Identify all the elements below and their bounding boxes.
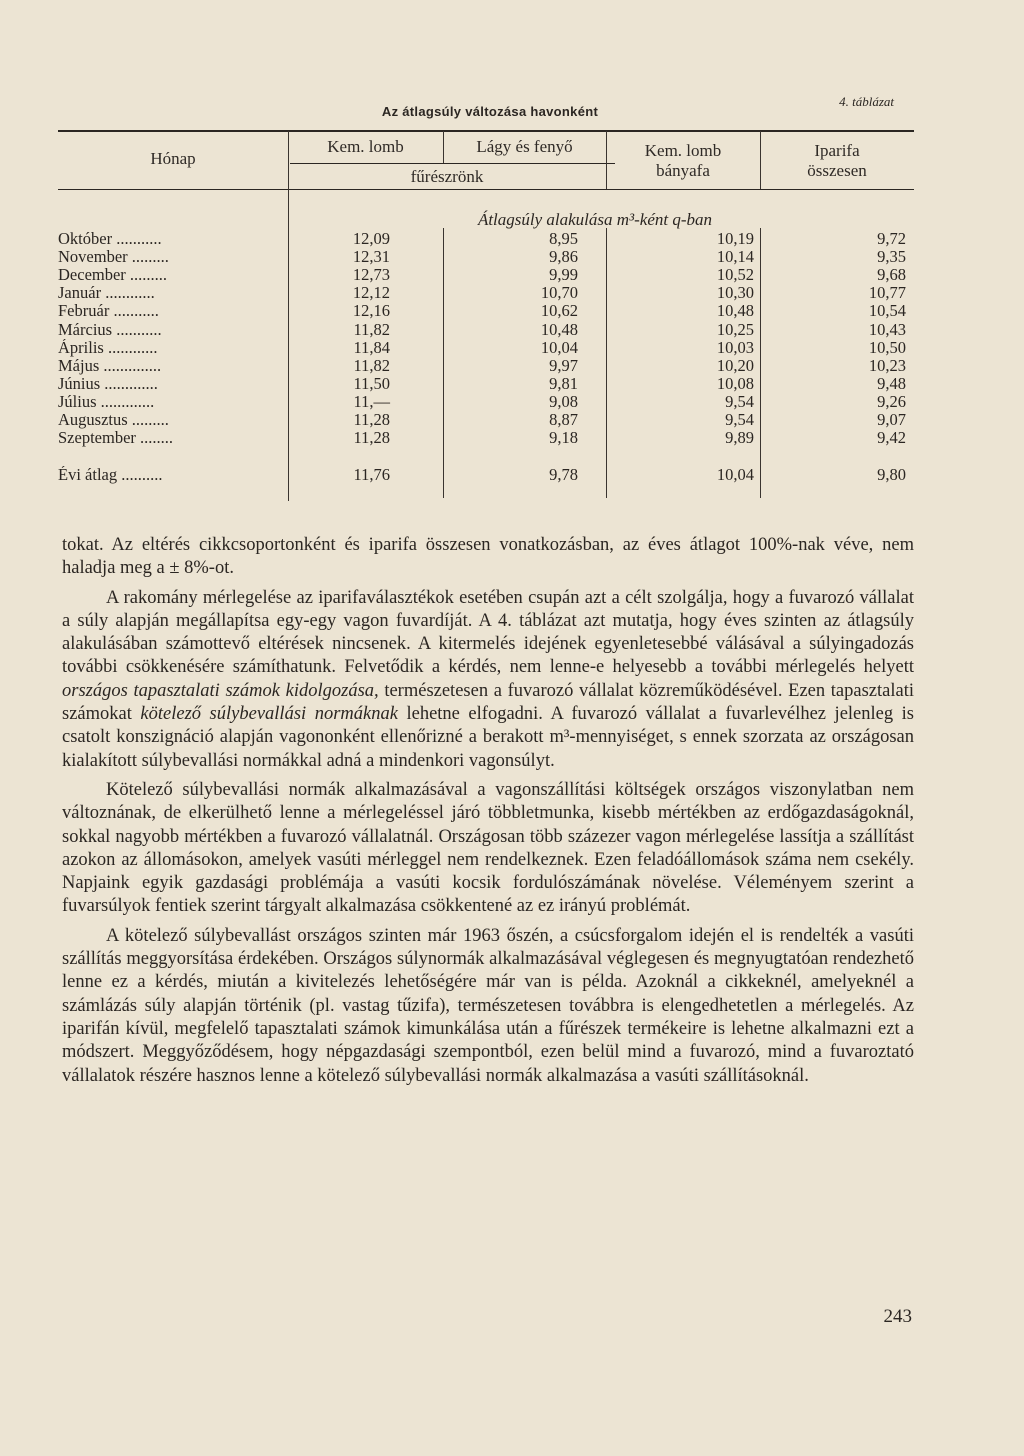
table-cell: 10,08 [716,373,754,393]
table-cell: 10,03 [716,337,754,357]
paragraph-2-part-a: A rakomány mérlegelése az iparifaválasztékok esetében csupán azt a célt szolgálja, hogy a fuvarozó vállalat a súly alapján megállapítsa egy-egy vagon fuvardíját. A 4. táblázat azt mutatja, hogy éves szinten az átlagsúly alakulásában számottevő eltérések nincsenek. A kitermelés idejének egyenletesebbé válásával a súlyingadozás további csökkenésére számíthatunk. Felvetődik a kérdés, nem lenne-e helyesebb a további mérlegelés helyett [62,587,914,678]
table-cell: 11,82 [353,355,390,375]
page-number: 243 [883,1306,912,1327]
table-cell: 12,73 [352,265,390,285]
table-cell: 10,04 [716,465,754,484]
table-cell: 9,89 [725,428,754,448]
table-cell: 11,76 [353,465,390,484]
table-cell: 9,18 [549,428,578,448]
header-lagy-fenyo: Lágy és fenyő [476,137,573,156]
table-cell: 10,23 [868,355,906,375]
month-label: November ......... [58,248,169,267]
table-cell: 11,28 [353,410,390,429]
table-cell: 9,80 [877,465,906,484]
table-cell: 10,77 [868,283,906,303]
table-cell: 9,42 [877,428,906,448]
header-kem-lomb: Kem. lomb [327,137,404,156]
table-cell: 9,26 [877,391,906,411]
table-cell: 11,82 [353,319,390,339]
table-cell: 10,48 [540,319,578,339]
table-cell: 9,07 [877,410,906,429]
month-label: Január ............ [58,284,155,303]
table-cell: 10,70 [540,283,578,303]
table-cell: 10,54 [868,301,906,321]
month-label: Február ........... [58,302,159,321]
header-kem-lomb-banyafa-2: bányafa [656,161,710,180]
paragraph-1: tokat. Az eltérés cikkcsoportonként és iparifa összesen vonatkozásban, az éves átlagot 100%-nak véve, nem haladja meg a ± 8%-ot. [62,535,914,579]
paragraph-3: Kötelező súlybevallási normák alkalmazásával a vagonszállítási költségek országos viszonylatban nem változnának, de elkerülhető lenne a mérlegeléssel járó többletmunka, kisebb mértékben az erdőgazdaságoknál, sokkal nagyobb mértékben a fuvarozó vállalatnál. Országosan több százezer vagon mérlegelése lassítja a szállítást azokon az állomásokon, amelyek vasúti mérleggel nem rendelkeznek. Ezen feladóállomások száma nem csekély. Napjaink egyik gazdasági problémája a vasúti kocsik fordulószámának növelése. Véleményem szerint a fuvarsúlyok fentiek szerint tárgyalt alkalmazása csökkentené az ez irányú problémát. [62,779,914,917]
month-label: Szeptember ........ [58,429,174,448]
table-cell: 10,25 [716,319,754,339]
table-cell: 10,20 [716,355,754,375]
table-cell: 12,16 [352,301,390,321]
header-iparifa-1: Iparifa [814,141,860,160]
table-cell: 12,31 [352,247,390,267]
table-cell: 9,78 [549,465,578,484]
table-vline-1 [288,131,289,501]
table-cell: 9,99 [549,265,578,285]
table-cell: 9,48 [877,373,906,393]
paragraph-2 [62,587,914,773]
table-cell: 11,— [353,391,390,411]
paragraph-2-part-c: lehetne elfogadni. A fuvarozó vállalat a fuvarlevélhez jelenleg is csatolt konszignáció alapján vagononként ellenőrizné a berakott m³-mennyiséget, s ennek szorzata az országosan kialakított súlybevallási normákkal adná a mindenkori vagonsúlyt. [62,704,914,771]
header-bottom-rule [58,189,914,190]
month-label: December ......... [58,266,168,285]
table-cell: 10,04 [540,337,578,357]
header-month: Hónap [150,149,196,168]
table-cell: 10,43 [868,319,906,339]
table-title: Az átlagsúly változása havonként [381,104,599,119]
table-cell: 11,28 [353,428,390,448]
table-cell: 10,50 [868,337,906,357]
table-cell: 10,19 [716,229,754,248]
table-cell: 11,50 [353,373,390,393]
month-label: Május .............. [58,356,162,375]
table-number: 4. táblázat [839,94,894,109]
month-label: Július ............. [58,392,155,411]
table-cell: 9,35 [877,247,906,267]
header-kem-lomb-banyafa-1: Kem. lomb [644,141,722,160]
month-label: Évi átlag .......... [58,466,163,484]
month-label: Április ............ [58,338,158,357]
table-vline-2b [443,228,444,498]
table-top-rule [58,130,914,132]
table-cell: 9,08 [549,391,578,411]
table-cell: 9,54 [725,410,754,429]
table-cell: 9,81 [549,373,578,393]
table-cell: 10,14 [716,247,754,267]
table-cell: 12,12 [352,283,390,303]
table-cell: 9,54 [725,391,754,411]
header-fureszronk: fűrészrönk [410,167,484,186]
table-cell: 8,95 [549,229,578,248]
table-cell: 10,48 [716,301,754,321]
header-iparifa-2: összesen [807,161,867,180]
paragraph-4: A kötelező súlybevallást országos szinten már 1963 őszén, a csúcsforgalom idején el is rendelték a vasúti szállítás meggyorsítása érdekében. Országos súlynormák alkalmazásával véglegesen és megnyugtatóan rendezhető lenne ez a kérdés, miután a kivitelezés lehetőségére már van is példa. Azoknál a cikkeknél, amelyeknél a számlázás súly alapján történik (pl. vastag tűzifa), természetesen továbbra is elengedhetetlen a mérlegelés. Az iparifán kívül, megfelelő tapasztalati számok kimunkálása után a fűrészek termékeire is lehetne alkalmazni ezt a módszert. Meggyőződésem, hogy népgazdasági szempontból, ezen belül mind a fuvarozó, mind a fuvaroztató vállalatok részére hasznos lenne a kötelező súlybevallási normák alkalmazása a vasúti szállításoknál. [62,925,914,1086]
table-cell: 9,86 [549,247,578,267]
body-text [62,534,914,1088]
month-label: Október ........... [58,230,162,248]
table-cell: 9,97 [549,355,578,375]
month-label: Augusztus ......... [58,411,169,429]
table-cell: 10,62 [540,301,578,321]
paragraph-2-part-b: természetesen a fuvarozó vállalat közreműködésével. Ezen tapasztalati számokat [62,680,914,725]
header-mid-rule [290,163,615,164]
table-cell: 11,84 [353,337,390,357]
month-label: Június ............. [58,374,158,393]
table-cell: 9,68 [877,265,906,285]
table-cell: 10,52 [716,265,754,285]
table-vline-4 [760,131,761,189]
month-label: Március ........... [58,320,162,339]
table-cell: 8,87 [549,410,578,429]
table-subheader: Átlagsúly alakulása m³-ként q-ban [477,210,713,229]
table-cell: 12,09 [352,229,390,248]
paragraph-2-emphasis-2: kötelező súlybevallási normáknak [140,704,398,725]
table-cell: 10,30 [716,283,754,303]
table-cell: 9,72 [877,229,906,248]
table-vline-3 [606,131,607,189]
paragraph-2-emphasis-1: országos tapasztalati számok kidolgozása, [62,680,379,701]
